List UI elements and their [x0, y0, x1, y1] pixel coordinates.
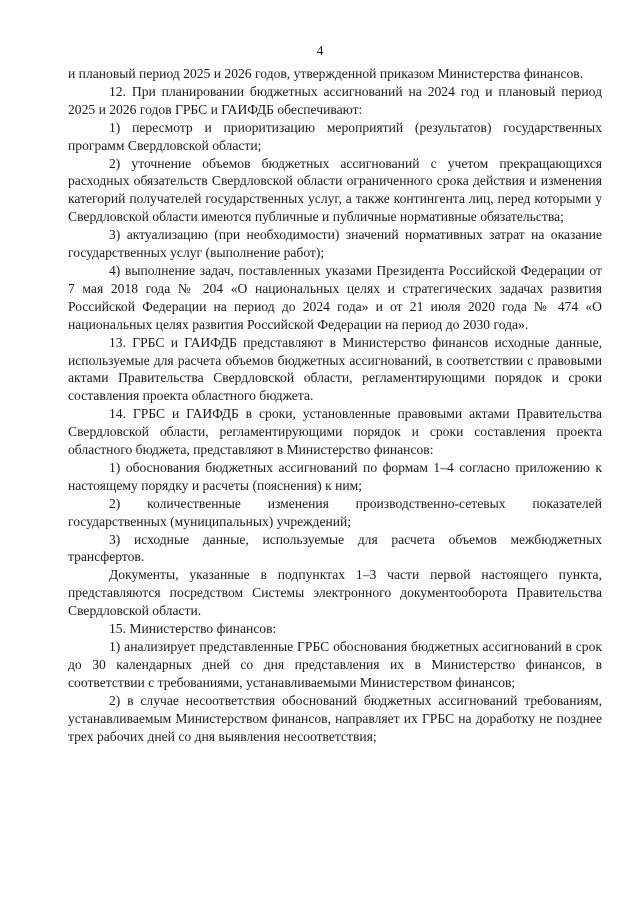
document-body — [68, 65, 602, 745]
subitem-12-1: 1) пересмотр и приоритизацию мероприятий (результатов) государственных программ Свердловской области; — [68, 119, 602, 153]
subitem-15-2: 2) в случае несоответствия обоснований бюджетных ассигнований требованиям, устанавливаемым Министерством финансов, направляет их ГРБС на доработку не позднее трех рабочих дней со дня выявления несоответствия; — [68, 692, 602, 744]
subitem-12-4: 4) выполнение задач, поставленных указами Президента Российской Федерации от 7 мая 2018 года № 204 «О национальных целях и стратегических задачах развития Российской Федерации на период до 2024 года» и от 21 июля 2020 года № 474 «О национальных целях развития Российской Федерации на период до 2030 года». — [68, 262, 602, 332]
subitem-15-1: 1) анализирует представленные ГРБС обоснования бюджетных ассигнований в срок до 30 календарных дней со дня представления их в Министерство финансов, в соответствии с требованиями, устанавливаемыми Министерством финансов; — [68, 639, 602, 690]
subitem-14-2: 2) количественные изменения производственно-сетевых показателей государственных (муниципальных) учреждений; — [68, 495, 602, 529]
subitem-12-3: 3) актуализацию (при необходимости) значений нормативных затрат на оказание государственных услуг (выполнение работ); — [68, 227, 602, 261]
paragraph-item-13: 13. ГРБС и ГАИФДБ представляют в Министерство финансов исходные данные, используемые для расчета объемов бюджетных ассигнований, в соответствии с правовыми актами Правительства Свердловской области, регламентирующими порядок и сроки составления проекта областного бюджета. — [68, 334, 602, 404]
paragraph-item-15: 15. Министерство финансов: — [109, 621, 277, 637]
subitem-14-3: 3) исходные данные, используемые для расчета объемов межбюджетных трансфертов. — [68, 531, 602, 565]
paragraph-documents-note: Документы, указанные в подпунктах 1–3 части первой настоящего пункта, представляются посредством Системы электронного документооборота Правительства Свердловской области. — [68, 567, 602, 619]
paragraph-item-12: 12. При планировании бюджетных ассигнований на 2024 год и плановый период 2025 и 2026 годов ГРБС и ГАИФДБ обеспечивают: — [68, 83, 602, 117]
subitem-14-1: 1) обоснования бюджетных ассигнований по формам 1–4 согласно приложению к настоящему порядку и расчеты (пояснения) к ним; — [68, 459, 602, 493]
subitem-12-2: 2) уточнение объемов бюджетных ассигнований с учетом прекращающихся расходных обязательств Свердловской области ограниченного срока действия и изменения категорий получателей государственных услуг, а также контингента лиц, перед которыми у Свердловской области имеются публичные и публичные нормативные обязательства; — [68, 155, 602, 225]
paragraph-continuation: и плановый период 2025 и 2026 годов, утвержденной приказом Министерства финансов. — [68, 66, 584, 81]
paragraph-item-14: 14. ГРБС и ГАИФДБ в сроки, установленные правовыми актами Правительства Свердловской области, регламентирующими порядок и сроки составления проекта областного бюджета, представляют в Министерство финансов: — [68, 406, 602, 458]
page-number: 4 — [316, 43, 324, 58]
